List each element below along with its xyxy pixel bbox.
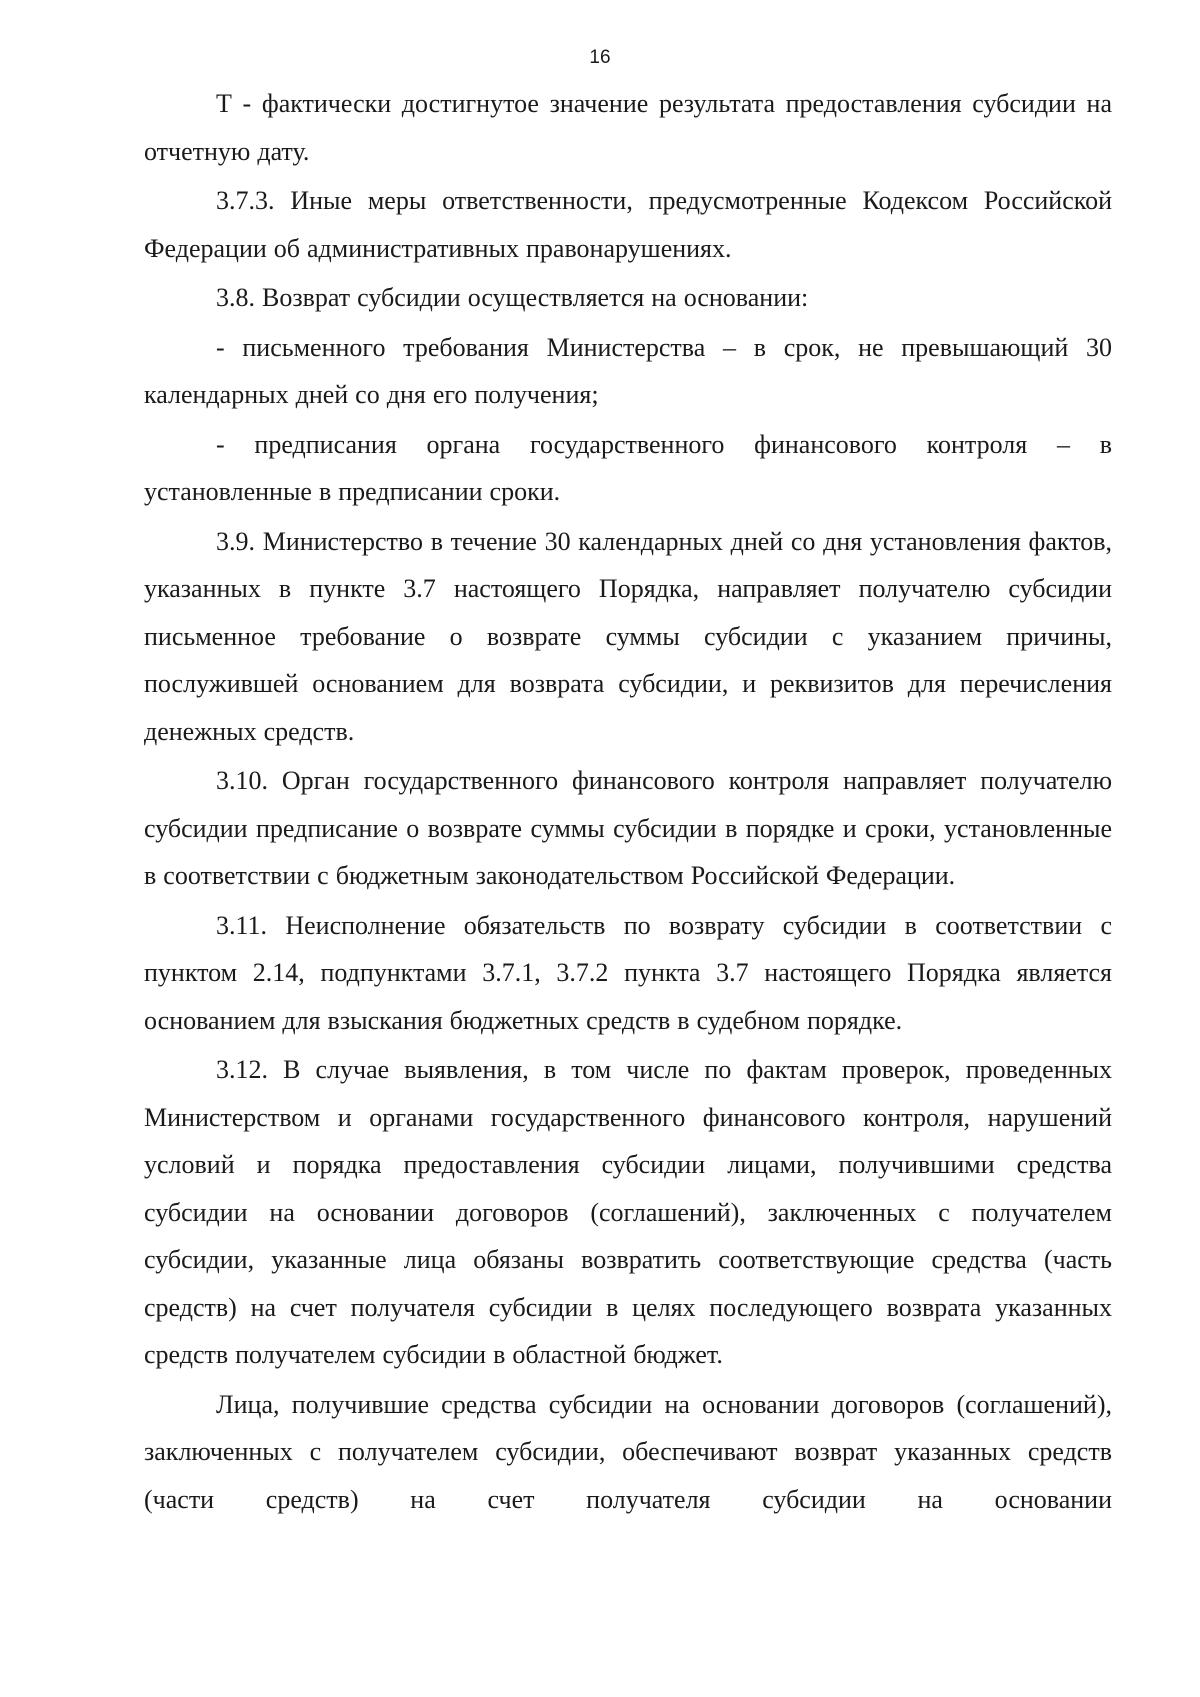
list-item-written-demand: - письменного требования Министерства – в срок, не превышающий 30 календарных дней со дня его получения; xyxy=(144,332,1112,409)
paragraph-3-11: 3.11. Неисполнение обязательств по возврату субсидии в соответствии с пунктом 2.14, подпунктами 3.7.1, 3.7.2 пункта 3.7 настоящего Порядка является основанием для взыскания бюджетных средств в судебном порядке. xyxy=(144,910,1112,1035)
page-number: 16 xyxy=(589,47,611,68)
list-item-control-order: - предписания органа государственного финансового контроля – в установленные в предписании сроки. xyxy=(144,429,1112,506)
paragraph-3-9: 3.9. Министерство в течение 30 календарных дней со дня установления фактов, указанных в пункте 3.7 настоящего Порядка, направляет получателю субсидии письменное требование о возврате суммы субсидии с указанием причины, послужившей основанием для возврата субсидии, и реквизитов для перечисления денежных средств. xyxy=(144,526,1112,746)
paragraph-3-12: 3.12. В случае выявления, в том числе по фактам проверок, проведенных Министерством и органами государственного финансового контроля, нарушений условий и порядка предоставления субсидии лицами, получившими средства субсидии на основании договоров (соглашений), заключенных с получателем субсидии, указанные лица обязаны возвратить соответствующие средства (часть средств) на счет получателя субсидии в целях последующего возврата указанных средств получателем субсидии в областной бюджет. xyxy=(144,1055,1112,1369)
paragraph-3-10: 3.10. Орган государственного финансового контроля направляет получателю субсидии предписание о возврате суммы субсидии в порядке и сроки, установленные в соответствии с бюджетным законодательством Российской Федерации. xyxy=(144,766,1112,890)
paragraph-persons-return: Лица, получившие средства субсидии на основании договоров (соглашений), заключенных с получателем субсидии, обеспечивают возврат указанных средств (части средств) на счет получателя субсидии на основании xyxy=(144,1389,1112,1514)
paragraph-t-definition: Т - фактически достигнутое значение результата предоставления субсидии на отчетную дату. xyxy=(144,89,1112,166)
paragraph-3-8: 3.8. Возврат субсидии осуществляется на основании: xyxy=(216,283,809,312)
document-body xyxy=(144,80,1112,1523)
paragraph-3-7-3: 3.7.3. Иные меры ответственности, предусмотренные Кодексом Российской Федерации об административных правонарушениях. xyxy=(144,186,1112,263)
